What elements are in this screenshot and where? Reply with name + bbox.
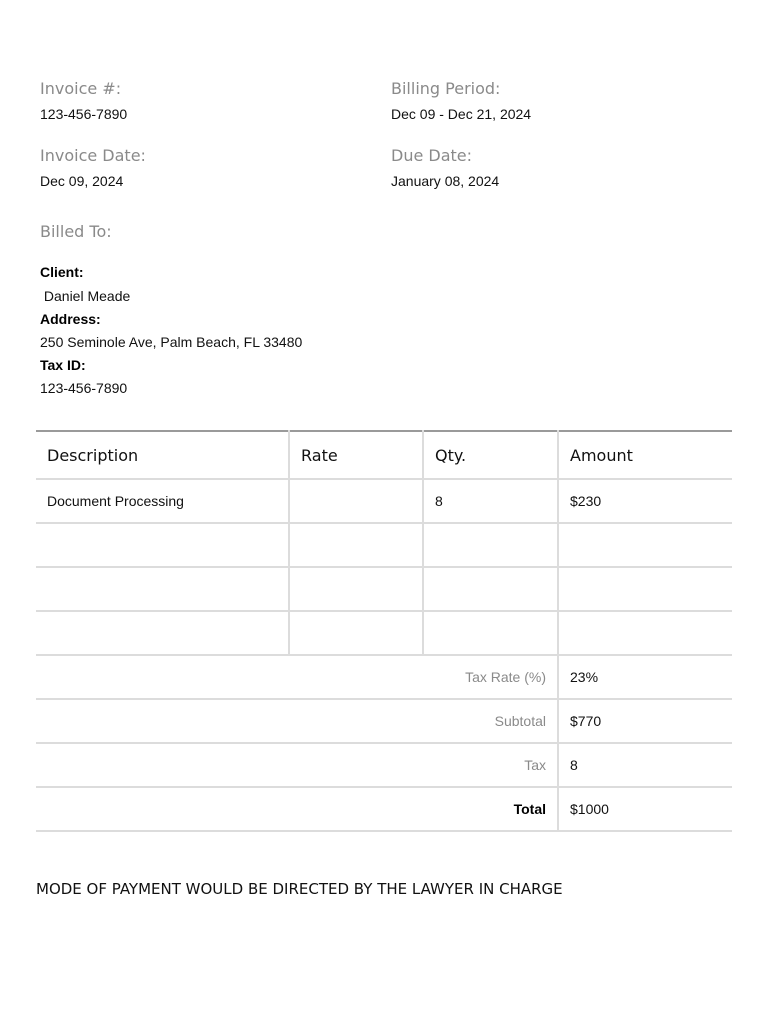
invoice-number-label: Invoice #: xyxy=(40,79,122,98)
cell-rate xyxy=(289,523,423,567)
client-value: Daniel Meade xyxy=(40,288,131,304)
invoice-date-label: Invoice Date: xyxy=(40,146,146,165)
tax-label: Tax xyxy=(36,743,558,787)
subtotal-row xyxy=(36,699,732,743)
cell-amount xyxy=(558,567,732,611)
subtotal-label: Subtotal xyxy=(36,699,558,743)
payment-note: MODE OF PAYMENT WOULD BE DIRECTED BY THE LAWYER IN CHARGE xyxy=(36,880,563,898)
tax-id-label: Tax ID: xyxy=(40,357,86,373)
table-row xyxy=(36,479,732,523)
cell-rate xyxy=(289,611,423,655)
total-row xyxy=(36,787,732,831)
column-header-rate: Rate xyxy=(289,431,423,479)
address-label: Address: xyxy=(40,311,101,327)
tax-rate-row xyxy=(36,655,732,699)
table-row xyxy=(36,611,732,655)
total-value: $1000 xyxy=(558,787,732,831)
cell-description xyxy=(36,611,289,655)
client-label: Client: xyxy=(40,264,84,280)
cell-rate xyxy=(289,479,423,523)
tax-row xyxy=(36,743,732,787)
tax-value: 8 xyxy=(558,743,732,787)
table-header-row xyxy=(36,431,732,479)
due-date-label: Due Date: xyxy=(391,146,473,165)
tax-rate-value: 23% xyxy=(558,655,732,699)
tax-id-value: 123-456-7890 xyxy=(40,380,128,396)
subtotal-value: $770 xyxy=(558,699,732,743)
cell-description: Document Processing xyxy=(36,479,289,523)
total-label: Total xyxy=(36,787,558,831)
tax-rate-label: Tax Rate (%) xyxy=(36,655,558,699)
column-header-description: Description xyxy=(36,431,289,479)
cell-description xyxy=(36,523,289,567)
cell-amount xyxy=(558,611,732,655)
due-date-value: January 08, 2024 xyxy=(391,173,500,189)
address-value: 250 Seminole Ave, Palm Beach, FL 33480 xyxy=(40,334,303,350)
cell-qty xyxy=(423,611,558,655)
cell-description xyxy=(36,567,289,611)
cell-amount: $230 xyxy=(558,479,732,523)
cell-qty: 8 xyxy=(423,479,558,523)
billing-period-value: Dec 09 - Dec 21, 2024 xyxy=(391,106,532,122)
billing-period-label: Billing Period: xyxy=(391,79,501,98)
cell-amount xyxy=(558,523,732,567)
column-header-amount: Amount xyxy=(558,431,732,479)
cell-qty xyxy=(423,567,558,611)
invoice-number-value: 123-456-7890 xyxy=(40,106,128,122)
table-row xyxy=(36,567,732,611)
cell-qty xyxy=(423,523,558,567)
invoice-table xyxy=(36,430,732,832)
billed-to-heading: Billed To: xyxy=(40,222,112,241)
column-header-qty: Qty. xyxy=(423,431,558,479)
table-row xyxy=(36,523,732,567)
cell-rate xyxy=(289,567,423,611)
invoice-date-value: Dec 09, 2024 xyxy=(40,173,124,189)
